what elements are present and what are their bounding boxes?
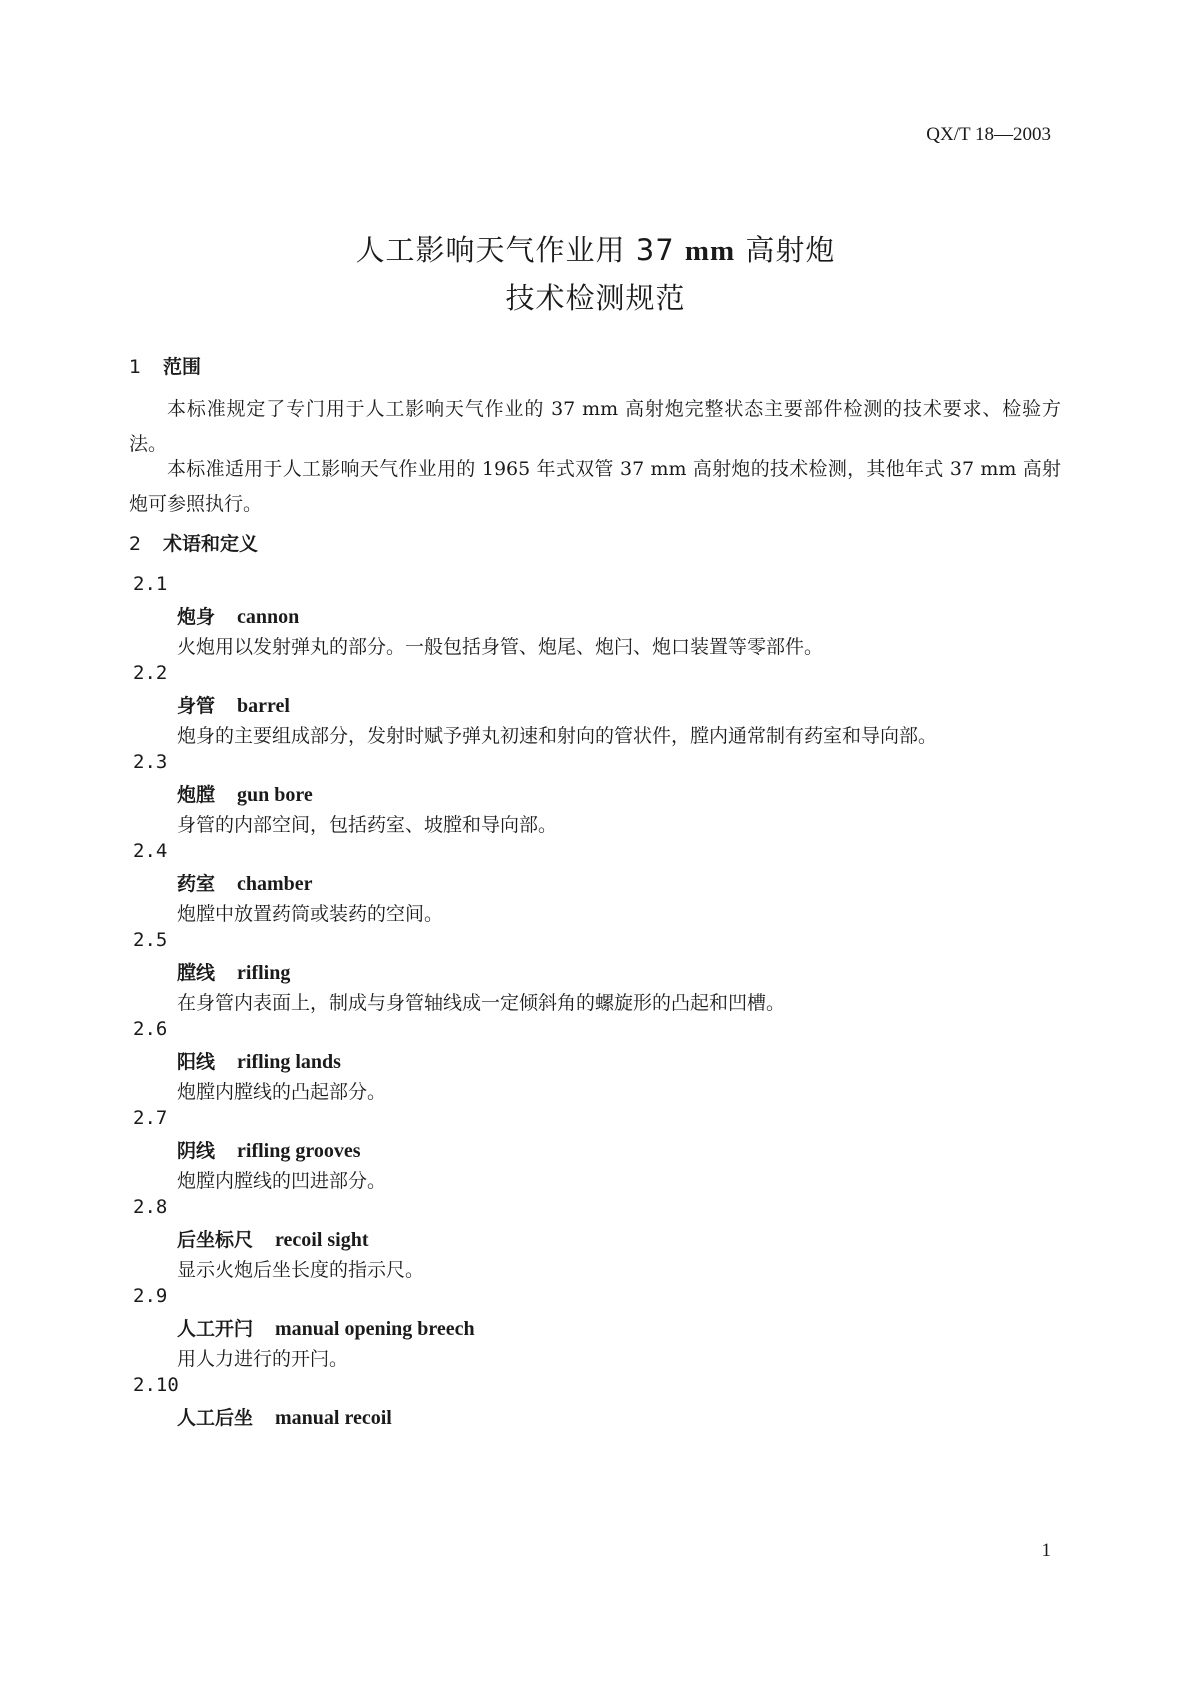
term-definition: 火炮用以发射弹丸的部分。一般包括身管、炮尾、炮闩、炮口装置等零部件。 bbox=[177, 636, 824, 658]
term-definition: 显示火炮后坐长度的指示尺。 bbox=[177, 1259, 425, 1281]
term-number: 2.1 bbox=[133, 573, 168, 595]
term-title bbox=[177, 1047, 341, 1074]
document-title-line2: 技术检测规范 bbox=[505, 281, 686, 315]
term-title bbox=[177, 1403, 392, 1430]
section-number: 2 bbox=[129, 533, 142, 555]
term-number: 2.2 bbox=[133, 662, 168, 684]
section-title: 术语和定义 bbox=[163, 533, 259, 555]
term-number: 2.4 bbox=[133, 840, 168, 862]
term-definition: 炮身的主要组成部分，发射时赋予弹丸初速和射向的管状件，膛内通常制有药室和导向部。 bbox=[177, 725, 938, 747]
term-number: 2.7 bbox=[133, 1107, 168, 1129]
term-title bbox=[177, 1136, 361, 1163]
paragraph: 本标准规定了专门用于人工影响天气作业的 37 mm 高射炮完整状态主要部件检测的技术要求、检验方法。 bbox=[129, 398, 1061, 455]
term-title bbox=[177, 1225, 369, 1252]
term-zh: 炮身 bbox=[177, 606, 216, 628]
document-title-line1 bbox=[0, 228, 1191, 269]
title-suffix: 高射炮 bbox=[735, 233, 836, 267]
term-definition: 炮膛中放置药筒或装药的空间。 bbox=[177, 903, 444, 925]
standard-code: QX/T 18—2003 bbox=[926, 124, 1051, 145]
term-title bbox=[177, 958, 290, 985]
term-title bbox=[177, 1314, 475, 1341]
term-en: rifling grooves bbox=[237, 1140, 361, 1162]
section-heading-terms bbox=[129, 529, 258, 556]
term-number: 2.5 bbox=[133, 929, 168, 951]
term-zh: 阴线 bbox=[177, 1140, 216, 1162]
term-definition: 在身管内表面上，制成与身管轴线成一定倾斜角的螺旋形的凸起和凹槽。 bbox=[177, 992, 786, 1014]
section-title: 范围 bbox=[163, 356, 202, 378]
term-en: rifling lands bbox=[237, 1051, 341, 1073]
term-en: rifling bbox=[237, 962, 291, 984]
term-title bbox=[177, 780, 313, 807]
term-zh: 炮膛 bbox=[177, 784, 216, 806]
term-number: 2.8 bbox=[133, 1196, 168, 1218]
page-number: 1 bbox=[1041, 1540, 1051, 1561]
term-zh: 后坐标尺 bbox=[177, 1229, 254, 1251]
term-definition: 炮膛内膛线的凸起部分。 bbox=[177, 1081, 387, 1103]
term-title bbox=[177, 691, 290, 718]
title-prefix: 人工影响天气作业用 37 bbox=[355, 233, 685, 267]
term-en: recoil sight bbox=[275, 1229, 369, 1251]
term-zh: 身管 bbox=[177, 695, 216, 717]
term-en: barrel bbox=[237, 695, 290, 717]
term-zh: 药室 bbox=[177, 873, 216, 895]
term-zh: 膛线 bbox=[177, 962, 216, 984]
section-number: 1 bbox=[129, 356, 142, 378]
term-number: 2.9 bbox=[133, 1285, 168, 1307]
term-en: cannon bbox=[237, 606, 300, 628]
term-number: 2.10 bbox=[133, 1374, 179, 1396]
section-heading-scope bbox=[129, 352, 201, 379]
term-number: 2.6 bbox=[133, 1018, 168, 1040]
term-title bbox=[177, 602, 299, 629]
term-en: chamber bbox=[237, 873, 313, 895]
term-definition: 身管的内部空间，包括药室、坡膛和导向部。 bbox=[177, 814, 558, 836]
term-number: 2.3 bbox=[133, 751, 168, 773]
paragraph: 本标准适用于人工影响天气作业用的 1965 年式双管 37 mm 高射炮的技术检测，其他年式 37 mm 高射炮可参照执行。 bbox=[129, 458, 1061, 515]
term-zh: 人工开闩 bbox=[177, 1318, 254, 1340]
term-en: manual recoil bbox=[275, 1407, 392, 1429]
term-title bbox=[177, 869, 313, 896]
title-unit: mm bbox=[684, 235, 736, 267]
term-definition: 用人力进行的开闩。 bbox=[177, 1348, 349, 1370]
term-zh: 人工后坐 bbox=[177, 1407, 254, 1429]
term-zh: 阳线 bbox=[177, 1051, 216, 1073]
term-en: gun bore bbox=[237, 784, 313, 806]
term-definition: 炮膛内膛线的凹进部分。 bbox=[177, 1170, 387, 1192]
term-en: manual opening breech bbox=[275, 1318, 475, 1340]
